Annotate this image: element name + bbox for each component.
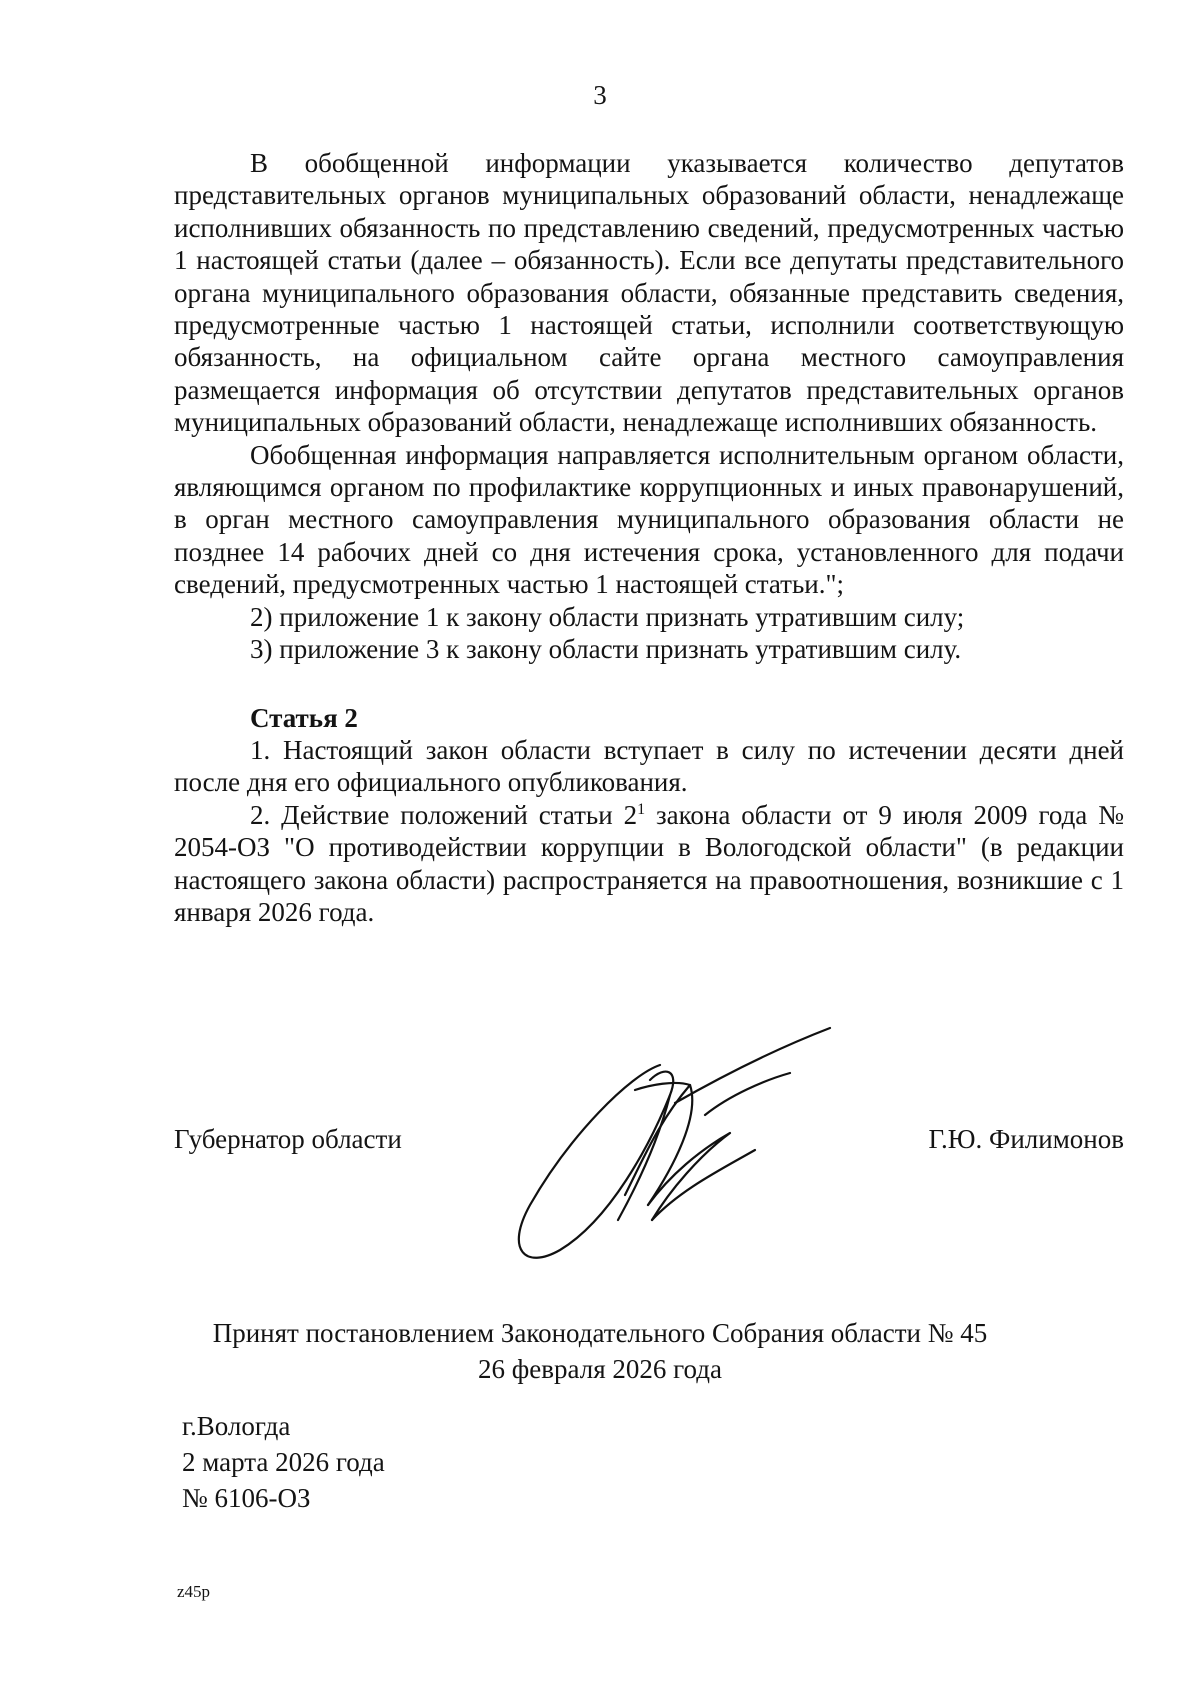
place-city: г.Вологда: [182, 1411, 291, 1441]
adoption-line-1: Принят постановлением Законодательного Собрания области № 45: [212, 1318, 988, 1348]
article-2-paragraph-2-start: 2. Действие положений статьи 2: [250, 799, 638, 830]
article-2-paragraph-2-end: закона области от 9 июля 2009 года № 2054-ОЗ "О противодействии коррупции в Вологодской области" (в редакции настоящего закона области) распространяется на правоотношения, возникшие с 1 января 2026 года.: [174, 799, 1124, 927]
adoption-line-2: 26 февраля 2026 года: [478, 1354, 722, 1384]
list-item-2: 2) приложение 1 к закону области признать утратившим силу;: [250, 601, 965, 632]
document-body: [174, 147, 1124, 928]
law-date: 2 марта 2026 года: [182, 1447, 385, 1477]
list-item-3: 3) приложение 3 к закону области признать утратившим силу.: [250, 634, 962, 665]
law-number: № 6106-ОЗ: [182, 1483, 311, 1513]
signatory-role: Губернатор области: [174, 1124, 402, 1154]
article-2-title: Статья 2: [250, 702, 358, 733]
signatory-name: Г.Ю. Филимонов: [928, 1124, 1124, 1154]
paragraph-summary-info: В обобщенной информации указывается количество депутатов представительных органов муниципальных образований области, ненадлежаще исполнивших обязанность по представлению сведений, предусмотренных частью 1 настоящей статьи (далее – обязанность). Если все депутаты представительного органа муниципального образования области, обязанные представить сведения, предусмотренные частью 1 настоящей статьи, исполнили соответствующую обязанность, на официальном сайте органа местного самоуправления размещается информация об отсутствии депутатов представительных органов муниципальных образований области, ненадлежаще исполнивших обязанность.: [174, 148, 1124, 438]
adoption-note: [0, 1315, 1200, 1387]
handwritten-signature: [500, 1025, 840, 1275]
paragraph-summary-sending: Обобщенная информация направляется исполнительным органом области, являющимся органом по профилактике коррупционных и иных правонарушений, в орган местного самоуправления муниципального образования области не позднее 14 рабочих дней со дня истечения срока, установленного для подачи сведений, предусмотренных частью 1 настоящей статьи.";: [174, 439, 1124, 600]
place-date-block: [182, 1408, 385, 1516]
article-2-paragraph-1: 1. Настоящий закон области вступает в силу по истечении десяти дней после дня его официального опубликования.: [174, 734, 1124, 798]
page-number: 3: [593, 80, 607, 110]
document-code: z45p: [177, 1582, 211, 1601]
article-2-paragraph-2: [174, 799, 1124, 929]
article-superscript: 1: [637, 800, 646, 818]
